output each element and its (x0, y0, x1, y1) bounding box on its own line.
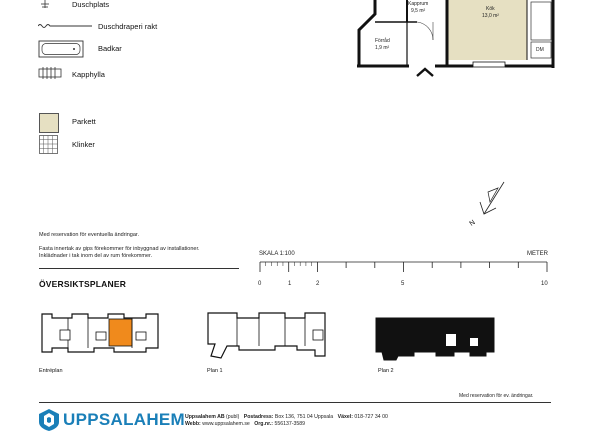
overview-plan-1 (205, 310, 333, 362)
overview-plan-2 (374, 316, 498, 362)
hat-shelf-icon (38, 67, 62, 81)
room-label-kapprum: Kapprum (408, 1, 429, 7)
footer-org-label: Org.nr.: (254, 421, 273, 427)
footer-vaxel-label: Växel: (337, 414, 353, 420)
overview-plan-entreplan (38, 312, 162, 358)
inklad-note: Inklädnader i tak inom del av rum förekommer. (39, 253, 153, 259)
legend-shower-label: Duschplats (72, 0, 110, 9)
overview-plan-label-entreplan: Entréplan (39, 368, 63, 374)
overview-title: ÖVERSIKTSPLANER (39, 279, 127, 289)
shower-icon (38, 0, 52, 10)
footer-brand: UPPSALAHEM (63, 410, 186, 429)
legend-hat-shelf-label: Kapphylla (72, 70, 105, 79)
north-label: N (468, 219, 477, 228)
room-area-forrad: 1,9 m² (375, 45, 390, 51)
notes-divider (39, 268, 239, 269)
footer-company-suffix: (publ) (226, 414, 240, 420)
footer-webb[interactable]: www.uppsalahem.se (202, 421, 250, 427)
parkett-swatch (39, 113, 59, 133)
scale-tick-10: 10 (541, 281, 548, 287)
room-label-kok: Kök (486, 6, 495, 12)
footer-divider (39, 402, 551, 403)
scale-tick-0: 0 (258, 281, 262, 287)
scale-tick-5: 5 (401, 281, 405, 287)
legend-curtain-label: Duschdraperi rakt (98, 22, 158, 31)
reservation-note: Med reservation för eventuella ändringar. (39, 232, 139, 238)
legend-bathtub-label: Badkar (98, 44, 122, 53)
bathtub-icon (38, 40, 84, 58)
footer-postadress-label: Postadress: (243, 414, 274, 420)
north-arrow-icon (470, 178, 510, 224)
klinker-swatch (39, 135, 58, 154)
footer-line-1 (185, 414, 388, 420)
scale-bar (258, 258, 553, 278)
footer-line-2 (185, 421, 305, 427)
dm-label: DM (536, 47, 544, 53)
legend-klinker-label: Klinker (72, 140, 95, 149)
footer-org: 556137-3589 (274, 421, 306, 427)
scale-label: SKALA 1:100 (259, 251, 295, 257)
overview-plan-label-plan-2: Plan 2 (378, 368, 394, 374)
scale-tick-2: 2 (316, 281, 320, 287)
room-area-kok: 13,0 m² (482, 13, 499, 19)
uppsalahem-logo-icon (38, 408, 60, 432)
legend-parkett-label: Parkett (72, 117, 96, 126)
footer-webb-label: Webb: (185, 421, 201, 427)
footer-postadress: Box 136, 751 04 Uppsala (274, 414, 334, 420)
footer-vaxel: 018-727 34 00 (354, 414, 388, 420)
footer-company: Uppsalahem AB (185, 414, 225, 420)
room-label-forrad: Förråd (375, 38, 390, 44)
overview-plan-label-plan-1: Plan 1 (207, 368, 223, 374)
room-area-kapprum: 9,5 m² (411, 8, 426, 14)
footer-reservation: Med reservation för ev. ändringar. (459, 393, 534, 399)
curtain-icon (38, 23, 92, 29)
gips-note: Fasta innertak av gips förekommer för inbyggnad av installationer. (39, 246, 200, 252)
scale-tick-1: 1 (288, 281, 292, 287)
scale-unit: METER (527, 251, 548, 257)
